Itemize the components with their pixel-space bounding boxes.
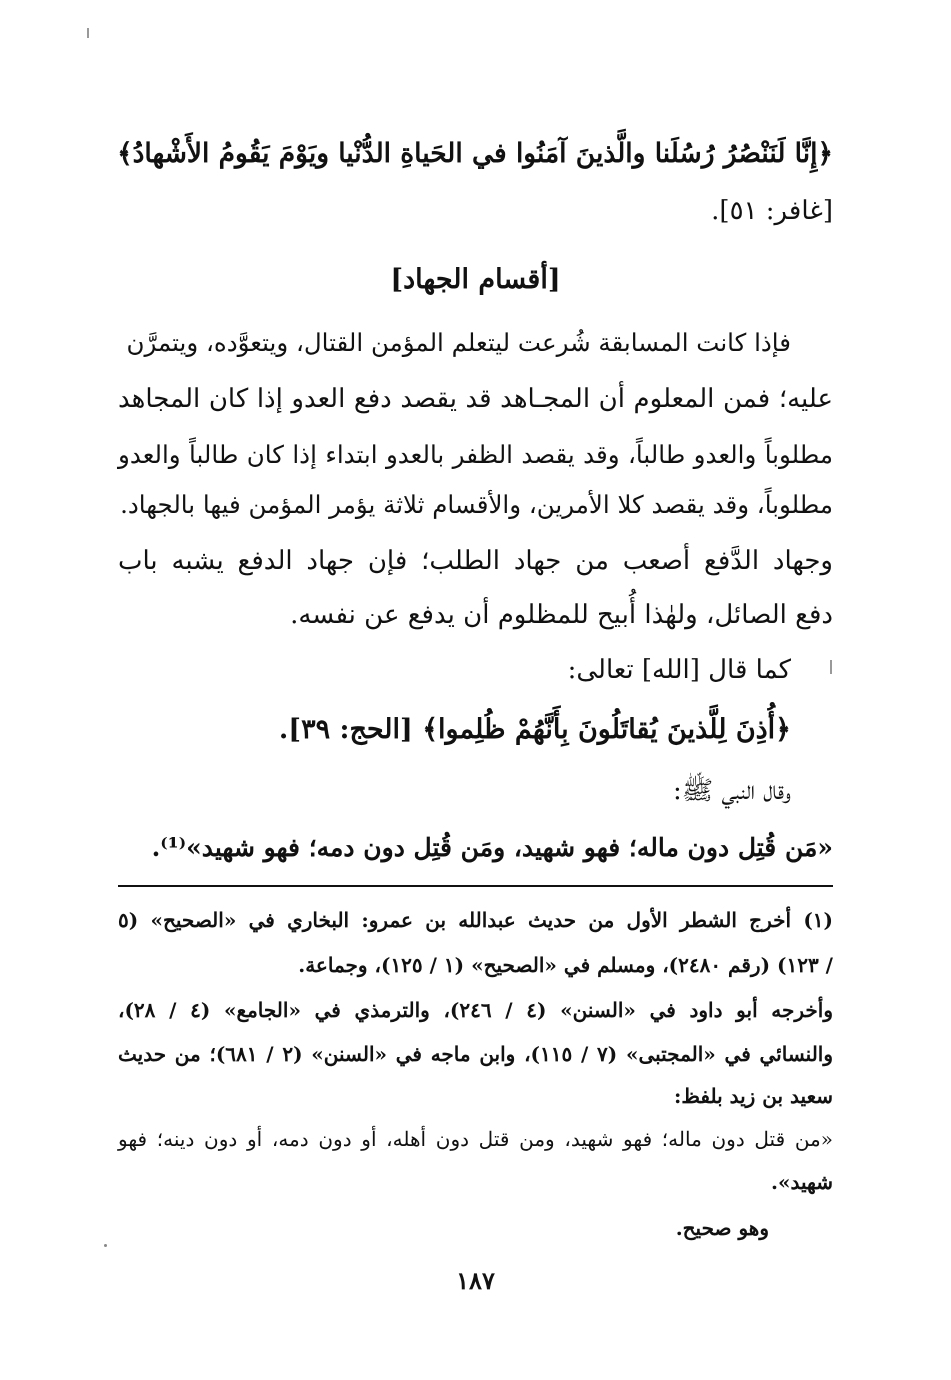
footnote-separator — [118, 885, 833, 887]
footnote-line-2: / ١٢٣) (رقم ٢٤٨٠)، ومسلم في «الصحيح» (١ / ١٢٥)، وجماعة. — [298, 953, 833, 977]
footnote-line-8: وهو صحيح. — [675, 1216, 769, 1240]
quran-verse-1-line-1: ﴿إِنَّا لَنَنْصُرُ رُسُلَنا والَّذينَ آمَنُوا في الحَياةِ الدُّنْيا ويَوْمَ يَقُومُ الأَشْهادُ﴾ — [117, 138, 833, 169]
verse-2-intro: كما قال [الله] تعالى: — [567, 655, 791, 685]
scan-dot — [104, 1244, 107, 1247]
footnote-line-5: سعيد بن زيد بلفظ: — [673, 1084, 833, 1108]
paragraph-1-line-3: مطلوباً والعدو طالباً، وقد يقصد الظفر بالعدو ابتداء إذا كان طالباً والعدو — [118, 440, 833, 469]
hadith-intro: وقال النبي ﷺ: — [673, 776, 791, 806]
footnote-line-7: شهيد». — [771, 1170, 833, 1194]
quran-verse-2: ﴿أُذِنَ لِلَّذينَ يُقاتَلُونَ بِأَنَّهُمْ ظُلِموا﴾ [الحج: ٣٩]. — [278, 714, 791, 745]
footnote-line-3: وأخرجه أبو داود في «السنن» (٤ / ٢٤٦)، والترمذي في «الجامع» (٤ / ٢٨)، — [118, 998, 834, 1022]
scan-mark — [87, 28, 89, 38]
paragraph-2-line-2: دفع الصائل، ولهٰذا أُبيح للمظلوم أن يدفع عن نفسه. — [290, 600, 833, 630]
footnote-line-6: «من قتل دون ماله؛ فهو شهيد، ومن قتل دون أهله، أو دون دمه، أو دون دينه؛ فهو — [118, 1127, 833, 1151]
paragraph-1-line-1: فإذا كانت المسابقة شُرعت ليتعلم المؤمن القتال، ويتعوَّده، ويتمرَّن — [126, 328, 791, 357]
hadith-text: «مَن قُتِل دون ماله؛ فهو شهيد، ومَن قُتِل دون دمه؛ فهو شهيد»⁽¹⁾. — [151, 833, 833, 862]
footnote-line-1: (١) أخرج الشطر الأول من حديث عبدالله بن عمرو: البخاري في «الصحيح» (٥ — [118, 908, 833, 932]
paragraph-1-line-2: عليه؛ فمن المعلوم أن المجـاهد قد يقصد دفع العدو إذا كان المجاهد — [118, 384, 833, 414]
page-number: ١٨٧ — [456, 1266, 495, 1295]
footnote-line-4: والنسائي في «المجتبى» (٧ / ١١٥)، وابن ماجه في «السنن» (٢ / ٦٨١)؛ من حديث — [118, 1042, 834, 1066]
quran-verse-1-line-2: [غافر: ٥١]. — [711, 196, 833, 226]
scan-mark — [830, 660, 832, 674]
section-heading: [أقسام الجهاد] — [390, 264, 561, 295]
paragraph-2-line-1: وجهاد الدَّفع أصعب من جهاد الطلب؛ فإن جهاد الدفع يشبه باب — [118, 546, 833, 576]
paragraph-1-line-4: مطلوباً، وقد يقصد كلا الأمرين، والأقسام ثلاثة يؤمر المؤمن فيها بالجهاد. — [120, 490, 833, 519]
